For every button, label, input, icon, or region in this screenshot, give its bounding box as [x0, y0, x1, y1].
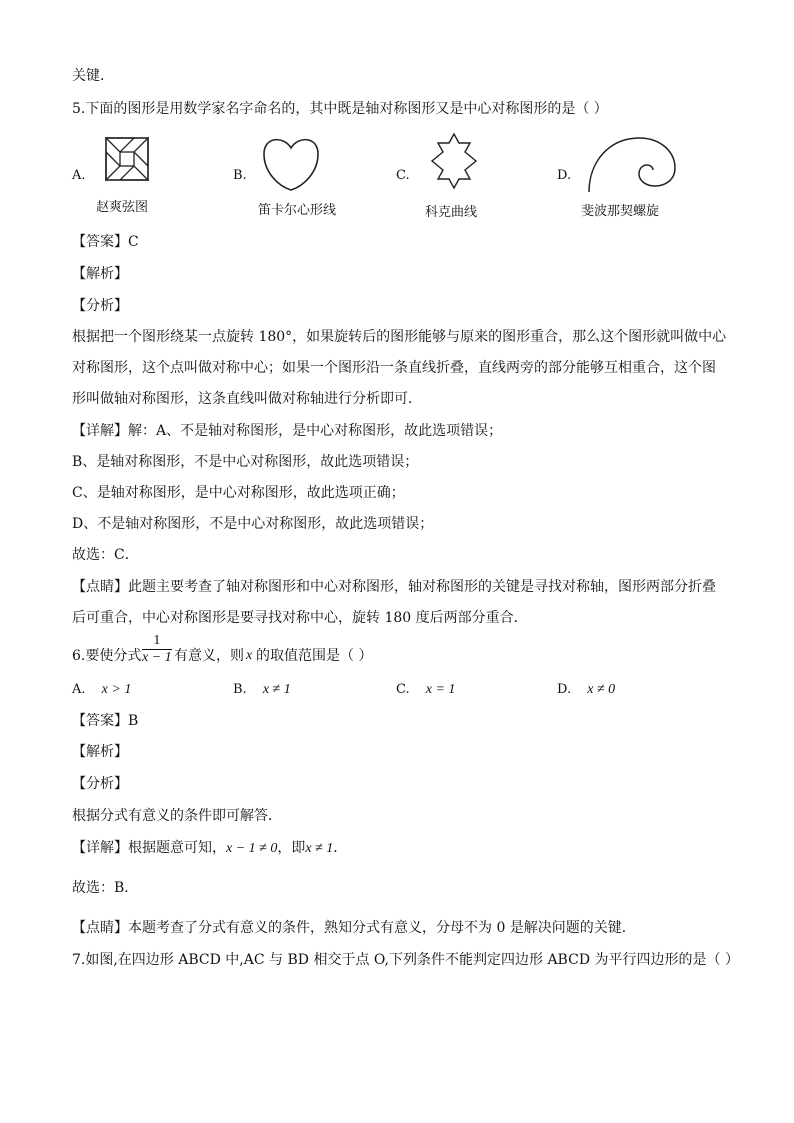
q6-option-b-letter: B. [233, 682, 247, 697]
q5-analysis-line-1: 根据把一个图形绕某一点旋转 180°，如果旋转后的图形能够与原来的图形重合，那么这个图形就叫做中心 [72, 329, 727, 345]
q5-detail-line-2: B、是轴对称图形，不是中心对称图形，故此选项错误； [72, 454, 419, 470]
q6-option-b-expr: x ≠ 1 [262, 682, 291, 697]
q6-detail-middle: ，即 [277, 840, 306, 856]
fibonacci-spiral-figure [585, 134, 681, 194]
q6-note-line-1: 【点睛】本题考查了分式有意义的条件，熟知分式有意义，分母不为 0 是解决问题的关键． [72, 920, 636, 936]
q5-option-b-caption: 笛卡尔心形线 [258, 203, 337, 218]
q6-detail-line [72, 838, 347, 859]
q5-detail-line-4: D、不是轴对称图形，不是中心对称图形，故此选项错误； [72, 516, 434, 532]
q6-detail-end: ． [333, 840, 348, 856]
q5-analysis-line-3: 形叫做轴对称图形，这条直线叫做对称轴进行分析即可． [72, 391, 422, 407]
q5-option-b-letter: B. [233, 168, 247, 183]
q6-selection: 故选：B． [72, 880, 139, 896]
koch-snowflake-figure [424, 130, 484, 192]
zhao-shuang-diagram-figure [104, 136, 150, 182]
q5-answer: 【答案】C [72, 234, 139, 250]
q5-option-a-caption: 赵爽弦图 [96, 200, 149, 215]
q6-option-a [72, 682, 131, 698]
q6-option-b [233, 682, 291, 698]
question-7: 7.如图,在四边形 ABCD 中,AC 与 BD 相交于点 O,下列条件不能判定四边形 ABCD 为平行四边形的是（ ） [72, 952, 739, 968]
q6-option-d-expr: x ≠ 0 [587, 682, 616, 697]
q6-analysis-line-1: 根据分式有意义的条件即可解答． [72, 808, 282, 824]
q6-detail-math-2: x ≠ 1 [305, 841, 334, 856]
q6-fenxi-heading: 【分析】 [72, 776, 128, 792]
q6-option-c-letter: C. [396, 682, 410, 697]
question-6-suffix: 的取值范围是（ ） [256, 648, 373, 664]
q6-jiexi-heading: 【解析】 [72, 744, 128, 760]
q5-note-line-2: 后可重合，中心对称图形是要寻找对称中心，旋转 180 度后两部分重合． [72, 610, 528, 626]
q5-option-a-letter: A. [72, 168, 86, 183]
q6-detail-prefix: 【详解】根据题意可知， [72, 840, 226, 856]
q5-jiexi-heading: 【解析】 [72, 266, 128, 282]
q6-option-d-letter: D. [557, 682, 572, 697]
question-6-variable: x [246, 648, 253, 663]
cardioid-figure [260, 134, 322, 192]
question-5: 5.下面的图形是用数学家名字命名的，其中既是轴对称图形又是中心对称图形的是（ ） [72, 101, 608, 117]
q5-option-c-letter: C. [396, 168, 410, 183]
q5-option-d-letter: D. [557, 168, 572, 183]
question-6-middle: 有意义，则 [174, 648, 244, 664]
q5-option-d-caption: 斐波那契螺旋 [581, 204, 660, 219]
q5-detail-line-1: 【详解】解：A、不是轴对称图形，是中心对称图形，故此选项错误； [72, 423, 503, 439]
text-line: 关键． [72, 68, 114, 84]
q6-option-a-expr: x > 1 [101, 682, 132, 697]
q5-analysis-line-2: 对称图形，这个点叫做对称中心；如果一个图形沿一条直线折叠，直线两旁的部分能够互相重合，这个图 [72, 360, 716, 376]
q5-detail-line-3: C、是轴对称图形，是中心对称图形，故此选项正确； [72, 485, 405, 501]
q6-option-c [396, 682, 455, 698]
q5-fenxi-heading: 【分析】 [72, 298, 128, 314]
q6-detail-math-1: x − 1 ≠ 0 [226, 841, 278, 856]
q5-note-line-1: 【点睛】此题主要考查了轴对称图形和中心对称图形，轴对称图形的关键是寻找对称轴，图形两部分折叠 [72, 579, 716, 595]
q5-selection: 故选：C． [72, 547, 139, 563]
question-6-prefix: 6.要使分式 [72, 648, 142, 664]
q6-fraction [142, 633, 172, 666]
q6-fraction-denominator: x − 1 [142, 650, 172, 665]
q6-answer: 【答案】B [72, 713, 139, 729]
q6-option-c-expr: x = 1 [425, 682, 456, 697]
q5-option-c-caption: 科克曲线 [425, 205, 478, 220]
q6-option-a-letter: A. [72, 682, 86, 697]
q6-option-d [557, 682, 615, 698]
q6-fraction-numerator: 1 [142, 633, 172, 650]
